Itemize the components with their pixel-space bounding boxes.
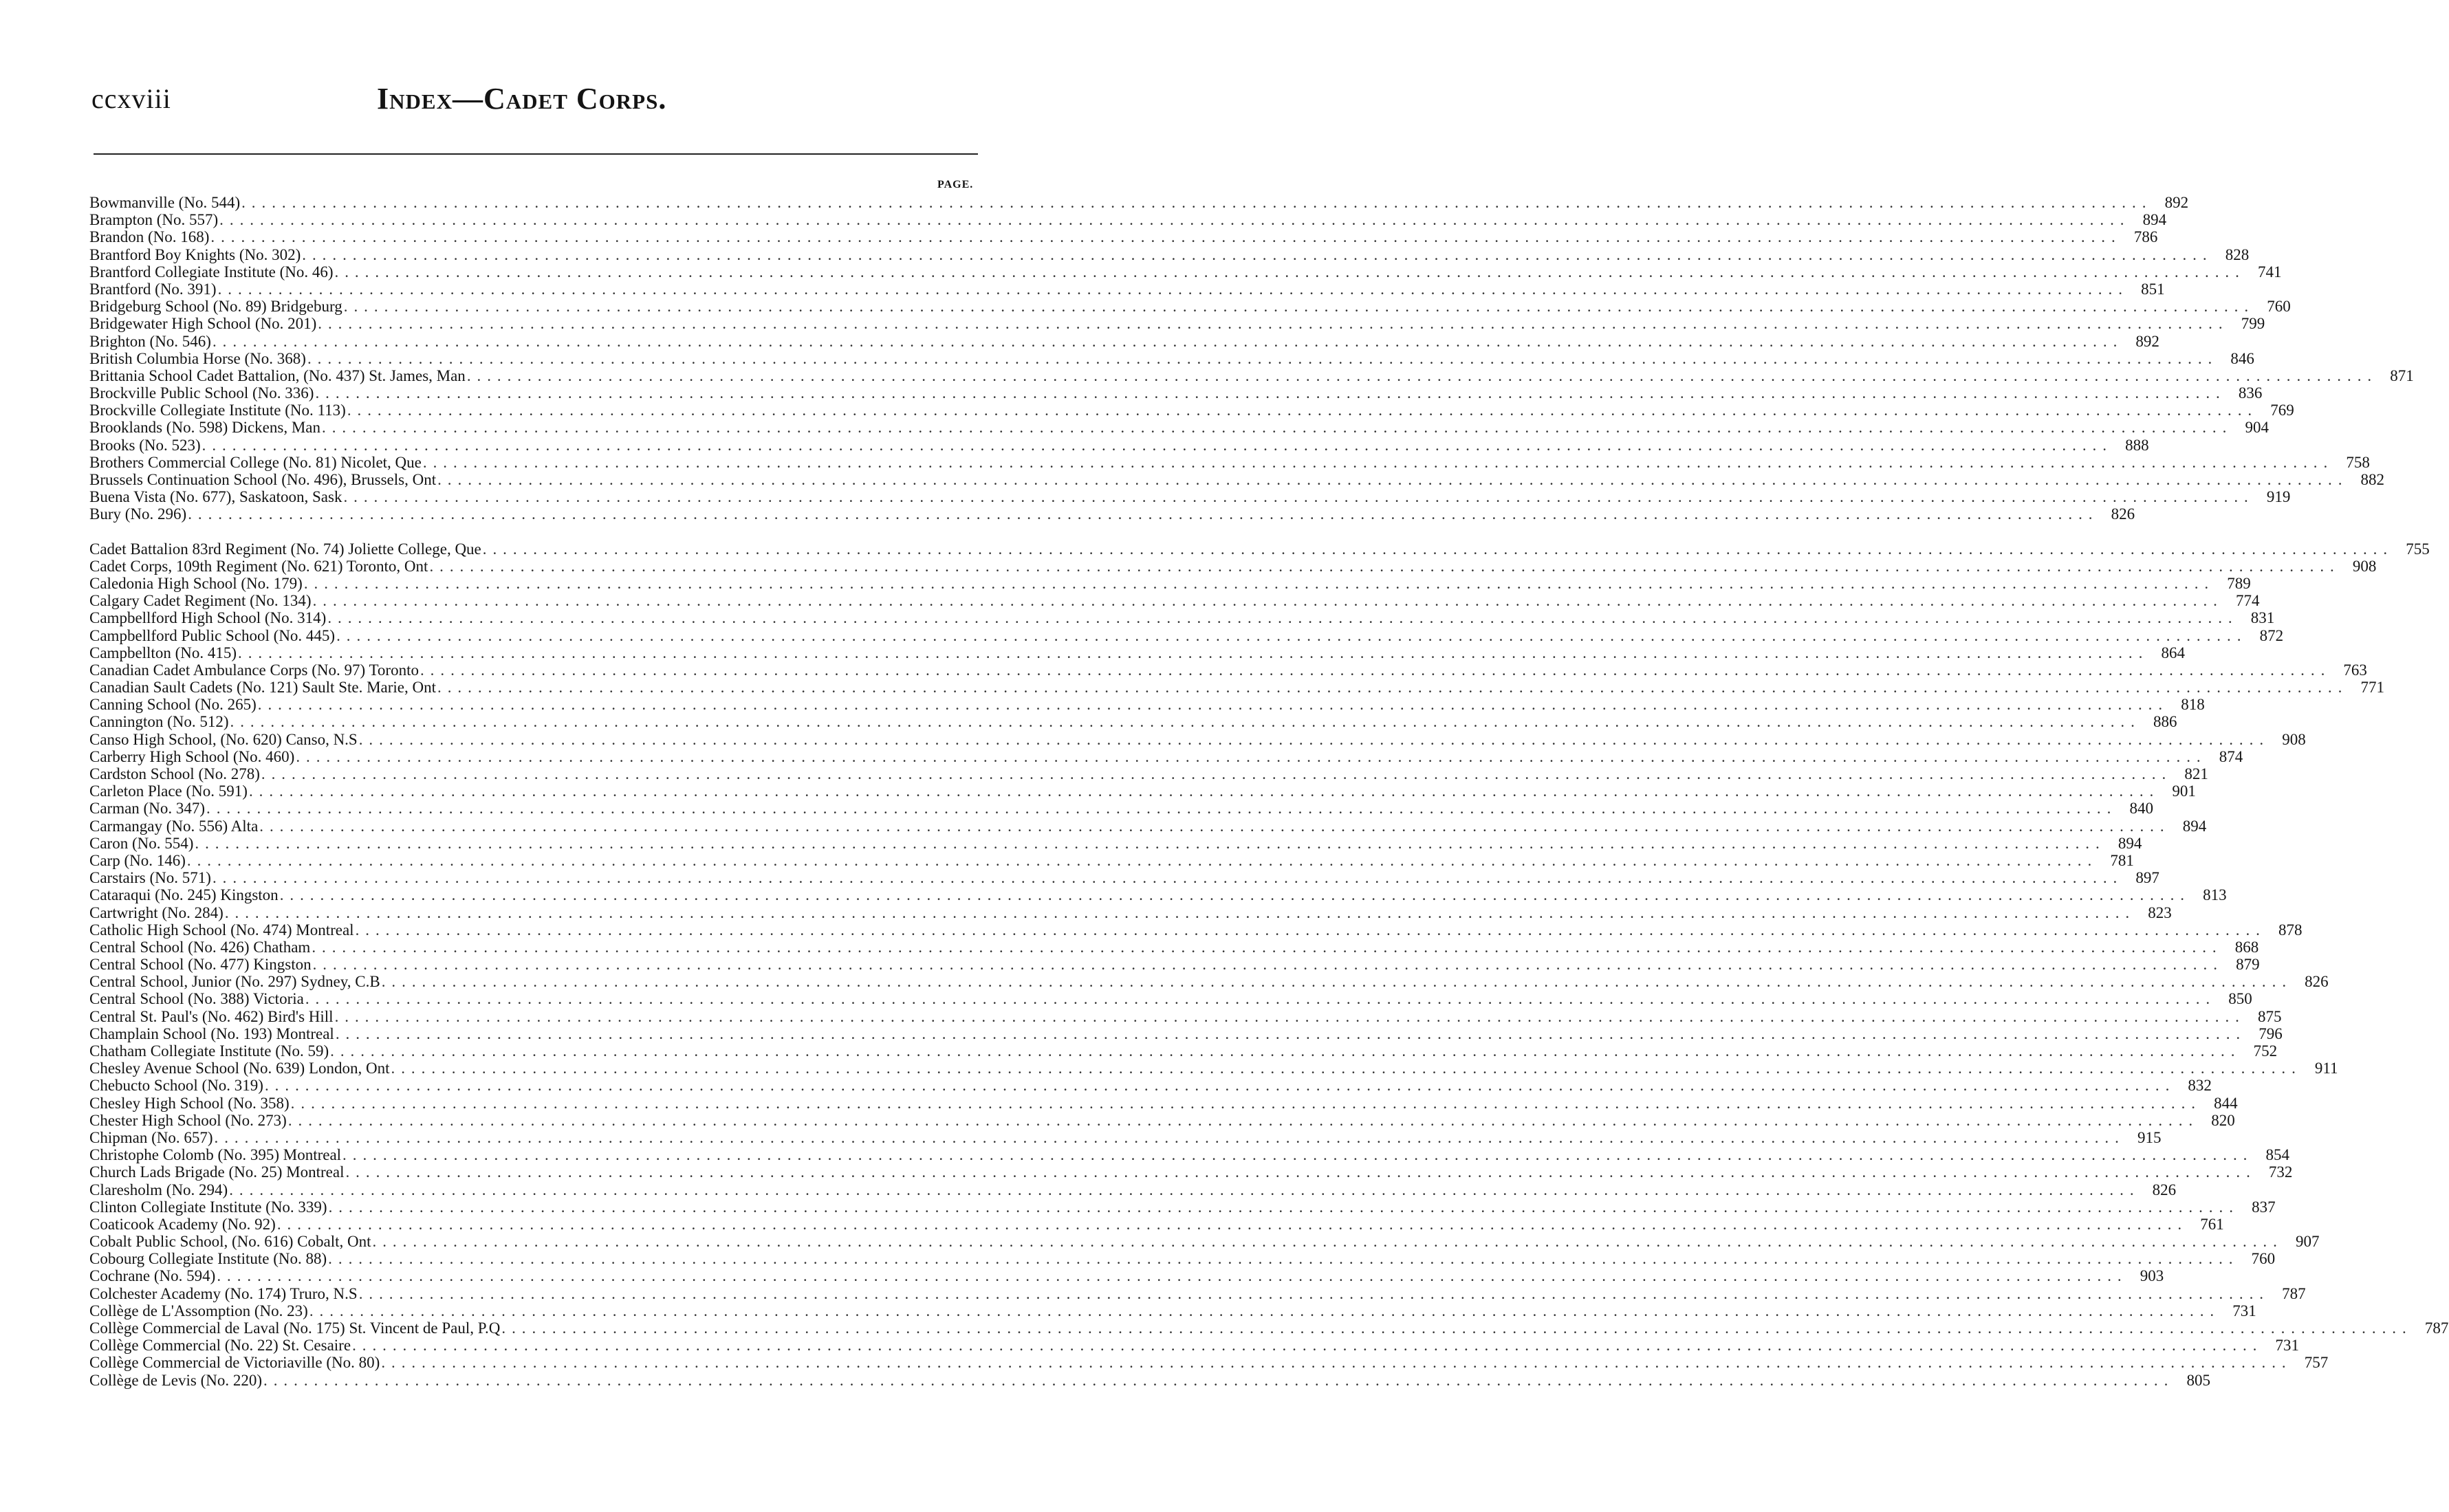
dot-leader xyxy=(290,1095,2197,1112)
entry-page-number: 831 xyxy=(2250,609,2275,627)
index-entry xyxy=(89,263,2282,281)
dot-leader xyxy=(229,713,2136,730)
index-entry xyxy=(89,661,2367,679)
index-entry xyxy=(89,1215,2224,1233)
entry-name: Central School (No. 388) Victoria xyxy=(89,990,304,1008)
entry-page-number: 903 xyxy=(2140,1267,2164,1285)
dot-leader xyxy=(294,748,2201,765)
dot-leader xyxy=(419,661,2326,679)
dot-leader xyxy=(257,696,2164,713)
index-entry xyxy=(89,349,2254,367)
entry-name: Collège Commercial de Laval (No. 175) St. Vincent de Paul, P.Q xyxy=(89,1319,501,1337)
entry-name: Buena Vista (No. 677), Saskatoon, Sask xyxy=(89,488,342,506)
entry-name: Central School (No. 426) Chatham xyxy=(89,938,311,956)
entry-name: Brittania School Cadet Battalion, (No. 437) St. James, Man xyxy=(89,366,466,384)
index-entry xyxy=(89,1060,2338,1077)
entry-page-number: 846 xyxy=(2230,349,2254,367)
dot-leader xyxy=(422,454,2329,471)
index-section xyxy=(89,540,2449,1389)
entry-page-number: 872 xyxy=(2259,626,2284,644)
dot-leader xyxy=(344,1163,2251,1181)
entry-page-number: 796 xyxy=(2258,1025,2283,1042)
entry-name: Carp (No. 146) xyxy=(89,851,186,869)
index-entry xyxy=(89,211,2167,229)
page-folio: ccxviii xyxy=(91,83,171,114)
dot-leader xyxy=(326,609,2233,626)
dot-leader xyxy=(466,367,2373,384)
entry-page-number: 741 xyxy=(2257,263,2282,281)
dot-leader xyxy=(224,904,2131,921)
dot-leader xyxy=(329,1042,2236,1060)
dot-leader xyxy=(287,1112,2194,1129)
dot-leader xyxy=(217,281,2124,298)
entry-page-number: 907 xyxy=(2295,1233,2320,1251)
entry-page-number: 868 xyxy=(2234,938,2259,956)
entry-name: Chester High School (No. 273) xyxy=(89,1111,287,1129)
index-entry xyxy=(89,557,2377,575)
entry-page-number: 826 xyxy=(2111,505,2135,523)
dot-leader xyxy=(358,731,2265,748)
index-entry xyxy=(89,1128,2162,1146)
entry-name: Brampton (No. 557) xyxy=(89,211,219,229)
entry-name: Bowmanville (No. 544) xyxy=(89,194,241,211)
index-entry xyxy=(89,1198,2276,1216)
entry-page-number: 832 xyxy=(2188,1077,2212,1095)
dot-leader xyxy=(205,800,2112,817)
entry-page-number: 901 xyxy=(2172,782,2196,800)
index-entry xyxy=(89,973,2329,991)
entry-page-number: 732 xyxy=(2268,1163,2293,1181)
entry-page-number: 888 xyxy=(2125,436,2149,454)
entry-name: Chebucto School (No. 319) xyxy=(89,1077,263,1095)
entry-name: British Columbia Horse (No. 368) xyxy=(89,349,306,367)
entry-page-number: 787 xyxy=(2424,1319,2449,1337)
entry-name: Caron (No. 554) xyxy=(89,834,194,852)
entry-name: Collège de L'Assomption (No. 23) xyxy=(89,1302,308,1319)
index-entry xyxy=(89,1163,2293,1181)
entry-page-number: 821 xyxy=(2184,765,2208,782)
index-entry xyxy=(89,419,2269,437)
entry-page-number: 854 xyxy=(2265,1146,2289,1164)
index-entry xyxy=(89,384,2263,402)
entry-name: Chesley Avenue School (No. 639) London, Ont xyxy=(89,1060,390,1077)
dot-leader xyxy=(500,1319,2407,1337)
entry-page-number: 760 xyxy=(2251,1250,2276,1268)
index-entry xyxy=(89,1302,2256,1319)
entry-page-number: 786 xyxy=(2133,228,2158,246)
entry-name: Carmangay (No. 556) Alta xyxy=(89,817,259,835)
entry-name: Central School, Junior (No. 297) Sydney, C.B xyxy=(89,973,380,991)
dot-leader xyxy=(335,627,2242,644)
index-entry xyxy=(89,679,2384,697)
entry-page-number: 886 xyxy=(2153,713,2177,731)
dot-leader xyxy=(316,315,2223,332)
entry-name: Brussels Continuation School (No. 496), Brussels, Ont xyxy=(89,471,437,488)
dot-leader xyxy=(186,505,2093,523)
dot-leader xyxy=(237,644,2144,661)
index-entry xyxy=(89,1181,2177,1198)
entry-name: Carleton Place (No. 591) xyxy=(89,782,248,800)
entry-name: Cobalt Public School, (No. 616) Cobalt, Ont xyxy=(89,1233,371,1251)
index-entry xyxy=(89,609,2275,627)
entry-name: Church Lads Brigade (No. 25) Montreal xyxy=(89,1163,345,1181)
index-entry xyxy=(89,471,2385,488)
dot-leader xyxy=(380,973,2287,990)
entry-name: Canning School (No. 265) xyxy=(89,696,257,714)
dot-leader xyxy=(334,263,2241,281)
entry-name: Cannington (No. 512) xyxy=(89,713,229,731)
index-entry xyxy=(89,488,2291,506)
entry-page-number: 731 xyxy=(2232,1302,2256,1319)
entry-name: Brockville Collegiate Institute (No. 113) xyxy=(89,402,346,419)
dot-leader xyxy=(211,869,2118,886)
entry-name: Cadet Battalion 83rd Regiment (No. 74) Joliette College, Que xyxy=(89,540,481,558)
entry-name: Central St. Paul's (No. 462) Bird's Hill xyxy=(89,1007,334,1025)
entry-name: Catholic High School (No. 474) Montreal xyxy=(89,921,354,939)
entry-page-number: 781 xyxy=(2110,851,2134,869)
index-entry xyxy=(89,574,2251,592)
index-entry xyxy=(89,921,2303,939)
index-entry xyxy=(89,194,2189,211)
entry-name: Cartwright (No. 284) xyxy=(89,903,224,921)
entry-name: Caledonia High School (No. 179) xyxy=(89,574,303,592)
entry-name: Collège Commercial de Victoriaville (No. 80) xyxy=(89,1354,380,1372)
entry-name: Chipman (No. 657) xyxy=(89,1128,213,1146)
entry-name: Brantford Boy Knights (No. 302) xyxy=(89,245,301,263)
entry-page-number: 908 xyxy=(2352,557,2377,575)
entry-page-number: 757 xyxy=(2304,1354,2329,1372)
entry-page-number: 874 xyxy=(2219,747,2243,765)
dot-leader xyxy=(228,1181,2135,1198)
entry-page-number: 919 xyxy=(2266,488,2291,506)
index-entry xyxy=(89,436,2149,454)
dot-leader xyxy=(279,886,2186,903)
index-section xyxy=(89,194,2414,523)
page-title: Index—Cadet Corps. xyxy=(377,82,667,116)
entry-name: Collège de Levis (No. 220) xyxy=(89,1371,263,1389)
dot-leader xyxy=(327,1198,2234,1216)
entry-name: Brooklands (No. 598) Dickens, Man xyxy=(89,419,321,437)
entry-name: Bury (No. 296) xyxy=(89,505,187,523)
dot-leader xyxy=(248,782,2155,800)
entry-page-number: 875 xyxy=(2258,1007,2282,1025)
entry-page-number: 789 xyxy=(2227,574,2251,592)
entry-page-number: 836 xyxy=(2238,384,2263,402)
entry-page-number: 769 xyxy=(2270,402,2294,419)
dot-leader xyxy=(436,471,2343,488)
dot-leader xyxy=(428,558,2335,575)
index-entry xyxy=(89,332,2159,350)
entry-page-number: 878 xyxy=(2278,921,2303,939)
entry-name: Canadian Cadet Ambulance Corps (No. 97) Toronto xyxy=(89,661,419,679)
dot-leader xyxy=(306,350,2213,367)
dot-leader xyxy=(209,228,2116,245)
entry-name: Cataraqui (No. 245) Kingston xyxy=(89,886,279,904)
entry-page-number: 894 xyxy=(2118,834,2142,852)
index-entry xyxy=(89,1267,2164,1285)
index-entry xyxy=(89,505,2135,523)
index-entry xyxy=(89,938,2259,956)
entry-page-number: 892 xyxy=(2164,194,2189,211)
dot-leader xyxy=(346,402,2253,419)
index-entry xyxy=(89,834,2142,852)
index-entry xyxy=(89,1250,2276,1268)
index-entry xyxy=(89,800,2153,818)
index-entry xyxy=(89,1146,2289,1164)
entry-page-number: 892 xyxy=(2135,332,2159,350)
entry-page-number: 771 xyxy=(2360,679,2384,697)
entry-page-number: 761 xyxy=(2200,1215,2224,1233)
dot-leader xyxy=(314,384,2221,402)
dot-leader xyxy=(327,1250,2234,1267)
index-entry xyxy=(89,1042,2278,1060)
index-entry xyxy=(89,453,2370,471)
dot-leader xyxy=(351,1337,2258,1354)
entry-name: Bridgeburg School (No. 89) Bridgeburg xyxy=(89,298,342,316)
entry-page-number: 904 xyxy=(2245,419,2269,437)
index-entry xyxy=(89,1007,2282,1025)
index-entry xyxy=(89,713,2177,731)
index-entries xyxy=(89,194,2449,1389)
entry-name: Carberry High School (No. 460) xyxy=(89,747,295,765)
dot-leader xyxy=(303,575,2210,592)
dot-leader xyxy=(215,1267,2122,1284)
entry-name: Champlain School (No. 193) Montreal xyxy=(89,1025,334,1042)
entry-name: Carstairs (No. 571) xyxy=(89,869,211,887)
dot-leader xyxy=(211,333,2118,350)
entry-name: Central School (No. 477) Kingston xyxy=(89,956,312,974)
dot-leader xyxy=(304,990,2211,1007)
dot-leader xyxy=(201,437,2108,454)
dot-leader xyxy=(390,1060,2297,1077)
dot-leader xyxy=(186,852,2093,869)
entry-name: Clinton Collegiate Institute (No. 339) xyxy=(89,1198,327,1216)
entry-page-number: 850 xyxy=(2228,990,2252,1008)
entry-page-number: 760 xyxy=(2267,298,2291,316)
entry-page-number: 818 xyxy=(2181,696,2205,714)
index-entry xyxy=(89,592,2260,610)
index-entry xyxy=(89,1354,2329,1372)
index-entry xyxy=(89,990,2252,1008)
index-entry xyxy=(89,402,2294,419)
index-entry xyxy=(89,280,2165,298)
dot-leader xyxy=(312,956,2219,973)
index-entry xyxy=(89,245,2250,263)
entry-name: Claresholm (No. 294) xyxy=(89,1181,228,1198)
entry-name: Canso High School, (No. 620) Canso, N.S xyxy=(89,730,358,748)
dot-leader xyxy=(320,419,2228,436)
index-entry xyxy=(89,626,2284,644)
index-entry xyxy=(89,1077,2212,1095)
entry-page-number: 813 xyxy=(2203,886,2227,904)
entry-page-number: 840 xyxy=(2129,800,2153,818)
entry-page-number: 911 xyxy=(2314,1060,2338,1077)
index-entry xyxy=(89,315,2265,333)
dot-leader xyxy=(341,1146,2248,1163)
index-entry xyxy=(89,1337,2300,1355)
entry-name: Carman (No. 347) xyxy=(89,800,205,818)
entry-name: Colchester Academy (No. 174) Truro, N.S xyxy=(89,1284,358,1302)
dot-leader xyxy=(276,1216,2183,1233)
entry-page-number: 826 xyxy=(2305,973,2329,991)
entry-name: Chatham Collegiate Institute (No. 59) xyxy=(89,1042,329,1060)
index-entry xyxy=(89,782,2196,800)
entry-name: Canadian Sault Cadets (No. 121) Sault Ste. Marie, Ont xyxy=(89,679,437,697)
entry-name: Coaticook Academy (No. 92) xyxy=(89,1215,276,1233)
entry-page-number: 882 xyxy=(2360,471,2385,488)
entry-name: Cardston School (No. 278) xyxy=(89,765,260,782)
dot-leader xyxy=(213,1129,2120,1146)
index-entry xyxy=(89,1233,2320,1251)
entry-page-number: 915 xyxy=(2137,1128,2162,1146)
entry-page-number: 763 xyxy=(2343,661,2367,679)
dot-leader xyxy=(481,540,2388,558)
entry-name: Brighton (No. 546) xyxy=(89,332,211,350)
dot-leader xyxy=(358,1285,2265,1302)
entry-page-number: 864 xyxy=(2161,644,2185,661)
entry-page-number: 894 xyxy=(2182,817,2207,835)
entry-name: Cobourg Collegiate Institute (No. 88) xyxy=(89,1250,327,1268)
entry-name: Brooks (No. 523) xyxy=(89,436,201,454)
entry-page-number: 879 xyxy=(2236,956,2260,974)
index-entry xyxy=(89,886,2227,904)
dot-leader xyxy=(334,1008,2241,1025)
dot-leader xyxy=(312,592,2219,609)
index-entry xyxy=(89,956,2260,974)
entry-page-number: 897 xyxy=(2135,869,2159,887)
index-entry xyxy=(89,228,2158,246)
index-entry xyxy=(89,366,2414,384)
entry-page-number: 799 xyxy=(2241,315,2265,333)
dot-leader xyxy=(310,939,2217,956)
entry-page-number: 774 xyxy=(2236,592,2260,610)
entry-page-number: 828 xyxy=(2225,245,2250,263)
dot-leader xyxy=(436,679,2343,696)
dot-leader xyxy=(263,1077,2170,1094)
index-entry xyxy=(89,1371,2210,1389)
entry-name: Brandon (No. 168) xyxy=(89,228,210,246)
index-entry xyxy=(89,903,2172,921)
entry-page-number: 844 xyxy=(2214,1094,2238,1112)
entry-name: Bridgewater High School (No. 201) xyxy=(89,315,317,333)
index-entry xyxy=(89,851,2134,869)
index-entry xyxy=(89,1319,2449,1337)
dot-leader xyxy=(258,818,2165,835)
entry-page-number: 823 xyxy=(2148,903,2172,921)
entry-name: Brantford Collegiate Institute (No. 46) xyxy=(89,263,334,281)
dot-leader xyxy=(308,1302,2215,1319)
index-entry xyxy=(89,1094,2238,1112)
index-entry xyxy=(89,747,2243,765)
index-entry xyxy=(89,765,2208,782)
index-entry xyxy=(89,540,2430,558)
entry-page-number: 787 xyxy=(2282,1284,2306,1302)
dot-leader xyxy=(342,298,2250,315)
dot-leader xyxy=(334,1025,2241,1042)
entry-name: Cochrane (No. 594) xyxy=(89,1267,216,1285)
entry-name: Chesley High School (No. 358) xyxy=(89,1094,290,1112)
dot-leader xyxy=(240,194,2147,211)
dot-leader xyxy=(260,765,2167,782)
entry-name: Collège Commercial (No. 22) St. Cesaire xyxy=(89,1337,351,1355)
entry-name: Brothers Commercial College (No. 81) Nicolet, Que xyxy=(89,453,422,471)
entry-page-number: 752 xyxy=(2253,1042,2278,1060)
entry-page-number: 826 xyxy=(2152,1181,2177,1198)
entry-page-number: 871 xyxy=(2390,366,2414,384)
entry-name: Brockville Public School (No. 336) xyxy=(89,384,314,402)
header-rule xyxy=(94,153,978,155)
dot-leader xyxy=(354,921,2261,939)
index-entry xyxy=(89,1111,2235,1129)
index-entry xyxy=(89,644,2185,661)
entry-page-number: 820 xyxy=(2211,1111,2235,1129)
index-entry xyxy=(89,730,2306,748)
entry-page-number: 805 xyxy=(2186,1371,2210,1389)
index-entry xyxy=(89,1284,2306,1302)
entry-name: Calgary Cadet Regiment (No. 134) xyxy=(89,592,312,610)
entry-page-number: 758 xyxy=(2346,453,2370,471)
entry-page-number: 755 xyxy=(2406,540,2430,558)
entry-name: Campbellford Public School (No. 445) xyxy=(89,626,336,644)
index-entry xyxy=(89,869,2159,887)
dot-leader xyxy=(262,1372,2169,1389)
entry-page-number: 837 xyxy=(2252,1198,2276,1216)
index-entry xyxy=(89,1025,2283,1042)
entry-page-number: 731 xyxy=(2275,1337,2300,1355)
dot-leader xyxy=(371,1233,2278,1250)
dot-leader xyxy=(301,246,2208,263)
entry-page-number: 851 xyxy=(2141,280,2165,298)
entry-page-number: 894 xyxy=(2142,211,2167,229)
entry-page-number: 908 xyxy=(2282,730,2306,748)
index-entry xyxy=(89,817,2207,835)
dot-leader xyxy=(342,488,2249,505)
dot-leader xyxy=(218,211,2125,228)
entry-name: Christophe Colomb (No. 395) Montreal xyxy=(89,1146,342,1164)
dot-leader xyxy=(193,835,2100,852)
entry-name: Campbellton (No. 415) xyxy=(89,644,237,661)
page-column-label: PAGE. xyxy=(937,179,974,190)
dot-leader xyxy=(380,1354,2287,1371)
entry-name: Campbellford High School (No. 314) xyxy=(89,609,327,627)
entry-name: Cadet Corps, 109th Regiment (No. 621) Toronto, Ont xyxy=(89,557,428,575)
index-entry xyxy=(89,696,2205,714)
index-entry xyxy=(89,298,2291,316)
entry-name: Brantford (No. 391) xyxy=(89,280,217,298)
